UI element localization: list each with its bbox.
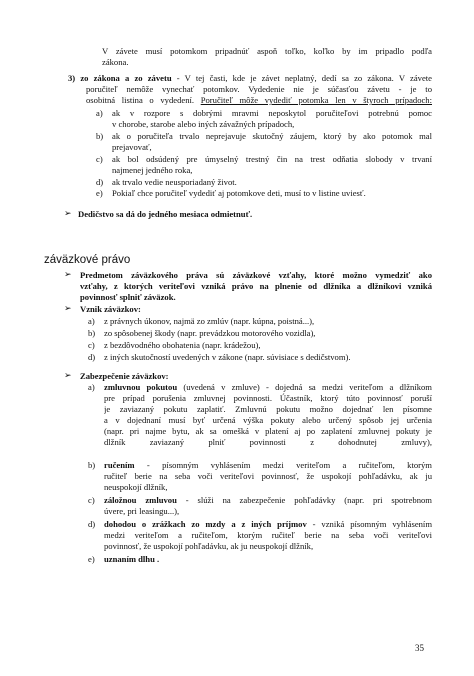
list-marker: c) xyxy=(88,495,95,505)
list-marker: e) xyxy=(88,554,95,564)
bullet-text: vzťahy, z ktorých veriteľovi vzniká právo na plnenie od dlžníka a dlžníkovi vzniká xyxy=(80,281,432,291)
paragraph-line: V závete musí potomkom pripadnúť aspoň toľko, koľko by im pripadlo podľa xyxy=(102,46,432,56)
arrow-bullet-icon: ➢ xyxy=(64,209,72,219)
section-3-line: poručiteľ nemôže vynechať potomkov. Vydedenie nie je súčasťou závetu - je to xyxy=(86,84,432,94)
list-item: (napr. pri najme bytu, ak sa omešká v platení aj po zaplatení zmluvnej pokuty je xyxy=(104,426,432,436)
list-item: úvere, pri leasingu...), xyxy=(104,506,180,516)
list-item: z bezdôvodného obohatenia (napr. krádežou), xyxy=(104,340,261,350)
list-marker: a) xyxy=(96,108,103,118)
arrow-bullet-icon: ➢ xyxy=(64,270,72,280)
list-item: dohodou o zrážkach zo mzdy a z iných príjmov - vzniká písomným vyhlásením xyxy=(104,519,432,529)
list-item: medzi veriteľom a ručiteľom, ktorým ručiteľ berie na seba voči veriteľovi xyxy=(104,530,432,540)
bullet-text: povinnosť splniť záväzok. xyxy=(80,292,176,302)
list-marker: b) xyxy=(88,328,96,338)
section-heading: záväzkové právo xyxy=(44,254,131,266)
list-item: ak v rozpore s dobrými mravmi neposkytol poručiteľovi potrebnú pomoc xyxy=(112,108,432,118)
list-marker: a) xyxy=(88,382,95,392)
term: záložnou zmluvou xyxy=(104,495,177,505)
arrow-bullet-icon: ➢ xyxy=(64,371,72,381)
list-item: zo spôsobenej škody (napr. prevádzkou motorového vozidla), xyxy=(104,328,316,338)
term: dohodou o zrážkach zo mzdy a z iných príjmov xyxy=(104,519,307,529)
term: ručením xyxy=(104,460,135,470)
section-3-text: - V tej časti, kde je závet neplatný, dedí sa zo zákona. V závete xyxy=(176,73,432,83)
list-marker: d) xyxy=(88,352,96,362)
list-item: Pokiaľ chce poručiteľ vydediť aj potomkove deti, musí to v listine uviesť. xyxy=(112,188,366,198)
subsection-title: Zabezpečenie záväzkov: xyxy=(80,371,169,381)
list-item: je zaviazaný pokutu zaplatiť. Zmluvnú pokutu možno dojednať len písomne xyxy=(104,404,432,414)
list-item: neuspokojí dlžník, xyxy=(104,482,168,492)
list-marker: c) xyxy=(88,340,95,350)
list-marker: e) xyxy=(96,188,103,198)
bullet-text: Dedičstvo sa dá do jedného mesiaca odmietnuť. xyxy=(78,209,253,219)
list-item: záložnou zmluvou - slúži na zabezpečenie pohľadávky (napr. pri spotrebnom xyxy=(104,495,432,505)
list-item: ručením - písomným vyhlásením medzi veriteľom a ručiteľom, ktorým xyxy=(104,460,432,470)
list-item: zmluvnou pokutou (uvedená v zmluve) - dojedná sa medzi veriteľom a dlžníkom xyxy=(104,382,432,392)
term: zmluvnou pokutou xyxy=(104,382,178,392)
page-number: 35 xyxy=(415,643,424,653)
list-item: ak bol odsúdený pre úmyselný trestný čin na trest odňatia slobody v trvaní xyxy=(112,154,432,164)
list-item: z iných skutočností uvedených v zákone (napr. súvisiace s dedičstvom). xyxy=(104,352,351,362)
list-marker: d) xyxy=(96,177,104,187)
list-marker: d) xyxy=(88,519,96,529)
section-3-line xyxy=(68,73,432,84)
list-marker: c) xyxy=(96,154,103,164)
subsection-title: Vznik záväzkov: xyxy=(80,304,141,314)
list-marker: a) xyxy=(88,316,95,326)
list-item: ručiteľ berie na seba voči veriteľovi povinnosť, že uspokojí pohľadávku, ak ju xyxy=(104,471,432,481)
list-item: v chorobe, starobe alebo iných závažných prípadoch, xyxy=(112,119,295,129)
bullet-text: Predmetom záväzkového práva sú záväzkové vzťahy, ktoré možno vymedziť ako xyxy=(80,270,432,280)
list-item: prejavovať, xyxy=(112,142,152,152)
underlined-text: Poručiteľ môže vydediť potomka len v štyroch prípadoch: xyxy=(200,95,432,105)
list-marker: b) xyxy=(96,131,104,141)
list-item: pre prípad porušenia zmluvnej povinnosti. Účastník, ktorý túto povinnosť poruší xyxy=(104,393,432,403)
list-item: najmenej jedného roka, xyxy=(112,165,193,175)
list-item: povinnosť, že uspokojí pohľadávku, ak ju neuspokojí dlžník, xyxy=(104,541,314,551)
list-item: ak trvalo vedie neusporiadaný život. xyxy=(112,177,237,187)
arrow-bullet-icon: ➢ xyxy=(64,304,72,314)
paragraph-line: zákona. xyxy=(102,57,129,67)
term: uznaním dlhu . xyxy=(104,554,160,564)
section-3-line: osobitná listina o vydedení. Poručiteľ môže vydediť potomka len v štyroch prípadoch: xyxy=(86,95,432,105)
list-item: dlžník zaviazaný plniť povinnosti z dohodnutej zmluvy), xyxy=(104,437,432,447)
list-item: z právnych úkonov, najmä zo zmlúv (napr. kúpna, poistná...), xyxy=(104,316,315,326)
list-item: a v dojednaní musí byť určená výška pokuty alebo určený spôsob jej určenia xyxy=(104,415,432,425)
list-item: ak o poručiteľa trvalo neprejavuje skutočný záujem, ktorý by ako potomok mal xyxy=(112,131,432,141)
list-marker: b) xyxy=(88,460,96,470)
section-3-heading: 3) zo zákona a zo závetu xyxy=(68,73,172,83)
